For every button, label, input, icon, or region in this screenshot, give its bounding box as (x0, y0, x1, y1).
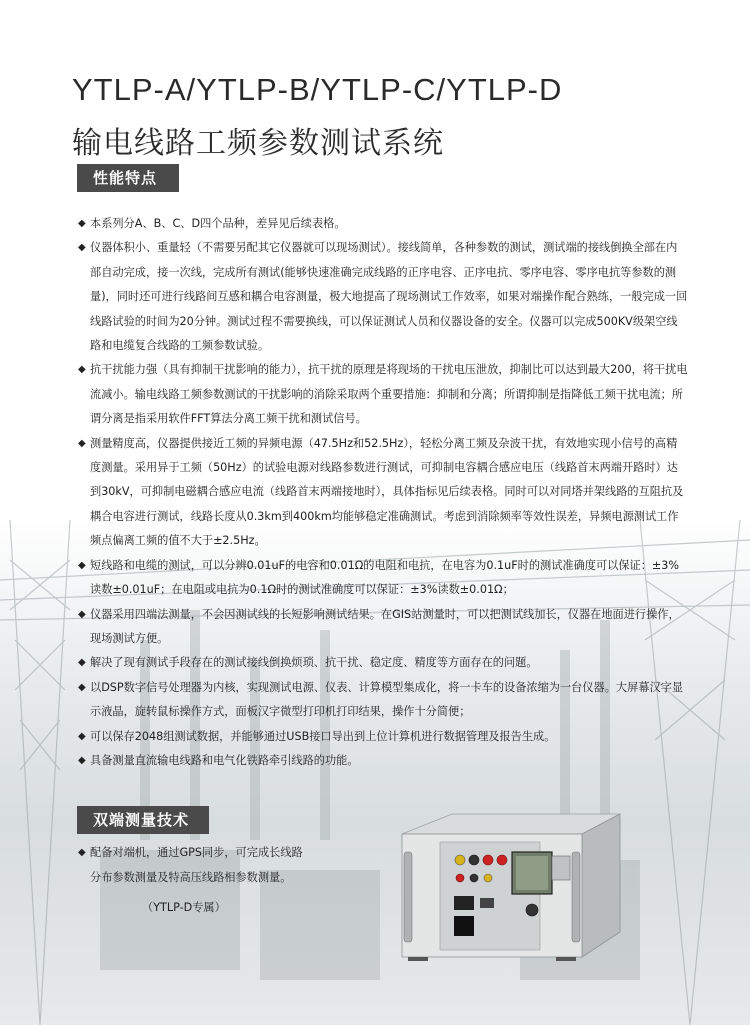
diamond-bullet-icon: ◆ (78, 242, 86, 254)
diamond-bullet-icon: ◆ (78, 559, 86, 571)
diamond-bullet-icon: ◆ (78, 608, 86, 620)
feature-text: 以DSP数字信号处理器为内核，实现测试电源、仪表、计算模型集成化，将一卡车的设备浓缩为一台仪器。大屏幕汉字显示液晶，旋转鼠标操作方式，面板汉字微型打印机打印结果，操作十分简便； (90, 680, 684, 719)
diamond-bullet-icon: ◆ (78, 847, 86, 858)
feature-text: 具备测量直流输电线路和电气化铁路牵引线路的功能。 (90, 753, 359, 767)
feature-text: 仪器采用四端法测量，不会因测试线的长短影响测试结果。在GIS站测量时，可以把测试线加长，仪器在地面进行操作，现场测试方便。 (90, 607, 680, 645)
feature-item (78, 358, 688, 431)
dual-end-item (78, 840, 348, 865)
instrument-photo (392, 812, 622, 962)
feature-text: 仪器体积小、重量轻（不需要另配其它仪器就可以现场测试）。接线简单，各种参数的测试，测试端的接线倒换全部在内部自动完成，接一次线，完成所有测试(能够快速准确完成线路的正序电容、正序电抗、零序电容、零序电抗等参数的测量)，同时还可进行线路间互感和耦合电容测量，极大地提高了现场测试工作效率，如果对端操作配合熟练，一般完成一回线路试验的时间为20分钟。测试过程不需要换线，可以保证测试人员和仪器设备的安全。仪器可以完成500KV级架空线路和电缆复合线路的工频参数试验。 (90, 241, 688, 353)
diamond-bullet-icon: ◆ (78, 437, 86, 449)
feature-item (78, 603, 688, 652)
feature-text: 解决了现有测试手段存在的测试接线倒换烦琐、抗干扰、稳定度、精度等方面存在的问题。 (90, 656, 538, 670)
feature-text: 短线路和电缆的测试，可以分辨0.01uF的电容和0.01Ω的电阻和电抗，在电容为0.1uF时的测试准确度可以保证：±3%读数±0.01uF；在电阻或电抗为0.1Ω时的测试准确度可以保证：±3%读数±0.01Ω； (90, 558, 680, 597)
diamond-bullet-icon: ◆ (78, 754, 86, 766)
diamond-bullet-icon: ◆ (78, 681, 86, 693)
product-name-title: 输电线路工频参数测试系统 (72, 126, 444, 161)
diamond-bullet-icon: ◆ (78, 730, 86, 742)
feature-item (78, 212, 688, 236)
model-exclusive-note: （YTLP-D专属） (142, 901, 226, 914)
dual-end-text-line1: 配备对端机，通过GPS同步，可完成长线路 (90, 846, 303, 859)
feature-item (78, 432, 688, 554)
diamond-bullet-icon: ◆ (78, 364, 86, 376)
diamond-bullet-icon: ◆ (78, 657, 86, 669)
feature-text: 本系列分A、B、C、D四个品种，差异见后续表格。 (90, 217, 346, 230)
feature-text: 可以保存2048组测试数据，并能够通过USB接口导出到上位计算机进行数据管理及报告生成。 (90, 729, 556, 743)
features-list (78, 212, 688, 773)
feature-item (78, 651, 688, 675)
feature-item (78, 554, 688, 603)
dual-end-section-label: 双端测量技术 (77, 806, 209, 834)
feature-item (78, 236, 688, 358)
feature-item (78, 725, 688, 749)
feature-text: 测量精度高，仪器提供接近工频的异频电源（47.5Hz和52.5Hz），轻松分离工频及杂波干扰，有效地实现小信号的高精度测量。采用异于工频（50Hz）的试验电源对线路参数进行测试，可抑制电容耦合感应电压（线路首末两端开路时）达到30kV，可抑制电磁耦合感应电流（线路首末两端接地时），具体指标见后续表格。同时可以对同塔并架线路的互阻抗及耦合电容进行测试，线路长度从0.3km到400km均能够稳定准确测试。考虑到消除频率等效性误差，异频电源测试工作频点偏离工频的值不大于±2.5Hz。 (90, 436, 684, 548)
dual-end-description (78, 840, 348, 920)
diamond-bullet-icon: ◆ (78, 218, 86, 229)
feature-item (78, 749, 688, 773)
instrument-illustration (392, 812, 622, 962)
features-section-label: 性能特点 (77, 164, 179, 192)
feature-text: 抗干扰能力强（具有抑制干扰影响的能力），抗干扰的原理是将现场的干扰电压泄放，抑制比可以达到最大200，将干扰电流减小。输电线路工频参数测试的干扰影响的消除采取两个重要措施：抑制和分离；所谓抑制是指降低工频干扰电流；所谓分离是指采用软件FFT算法分离工频干扰和测试信号。 (90, 363, 688, 426)
feature-item (78, 676, 688, 725)
dual-end-text-line2: 分布参数测量及特高压线路相参数测量。 (90, 871, 292, 884)
product-model-title: YTLP-A/YTLP-B/YTLP-C/YTLP-D (72, 72, 563, 107)
